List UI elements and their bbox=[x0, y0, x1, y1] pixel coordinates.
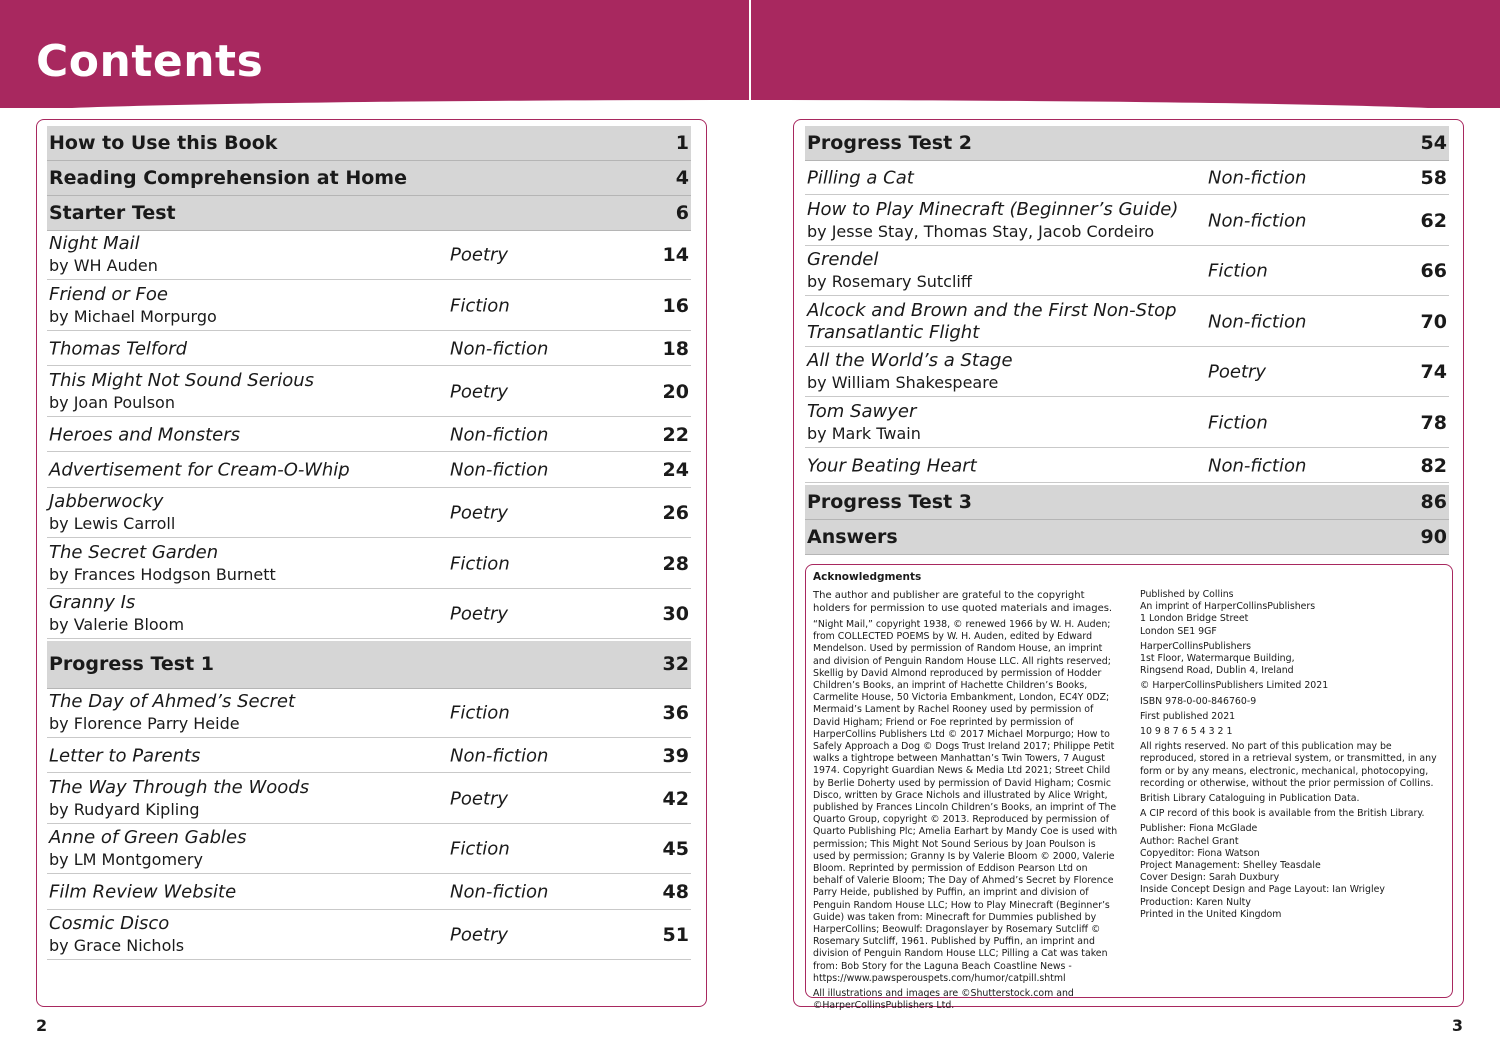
publisher-info-block bbox=[1140, 741, 1450, 790]
acknowledgments-credit-text: “Night Mail,” copyright 1938, © renewed 1966 by W. H. Auden; from COLLECTED POEMS by W. H. Auden, edited by Edward Mendelson. Used by permission of Random House, an imprint and division of Penguin Random House LLC. All rights reserved; Skellig by David Almond reproduced by permission of Hodder Children’s Books, an imprint of Hachette Children’s Books, Carmelite House, 50 Victoria Embankment, London, EC4Y 0DZ; Mermaid’s Lament by Rachel Rooney used by permission of David Higham; Friend or Foe reprinted by permission of HarperCollins Publishers Ltd © 2017 Michael Morpurgo; How to Safely Approach a Dog © Dogs Trust Ireland 2017; Philippe Petit walks a tightrope between Manhattan’s Twin Towers, 7 August 1974. Copyright Guardian News & Media Ltd 2021; Street Child by Berlie Doherty used by permission of David Higham; Cosmic Disco, written by Grace Nichols and illustrated by Alice Wright, published by Frances Lincoln Children’s Books, an imprint of The Quarto Group, copyright © 2013. Reproduced by permission of Quarto Publishing Plc; Amelia Earhart by Mandy Coe is used with permission; This Might Not Sound Serious by Joan Poulson is used by permission; Granny Is by Valerie Bloom © 2000, Valerie Bloom. Reprinted by permission of Eddison Pearson Ltd on behalf of Valerie Bloom; The Day of Ahmed’s Secret by Florence Parry Heide, published by Puffin, an imprint and division of Penguin Random House LLC; How to Play Minecraft (Beginner’s Guide) was taken from: Minecraft for Dummies published by HarperCollins; Beowulf: Dragonslayer by Rosemary Sutcliff © Rosemary Sutcliff, 1961. Published by Puffin, an imprint and division of Penguin Random House LLC; Pilling a Cat was taken from: Bob Story for the Laguna Beach Coastline News - https://www.pawsperouspets.com/humor/catpill.shtml bbox=[813, 619, 1118, 984]
entry-page-number: 14 bbox=[662, 244, 689, 266]
contents-row[interactable] bbox=[47, 911, 691, 960]
publisher-info-line: Printed in the United Kingdom bbox=[1140, 908, 1282, 920]
publisher-info-line: 1st Floor, Watermarque Building, bbox=[1140, 653, 1295, 665]
contents-row[interactable] bbox=[47, 489, 691, 538]
entry-genre: Non-fiction bbox=[1208, 210, 1307, 231]
contents-row[interactable] bbox=[47, 876, 691, 910]
entry-title: Answers bbox=[807, 525, 898, 548]
contents-row[interactable] bbox=[47, 775, 691, 824]
entry-genre: Fiction bbox=[450, 295, 510, 316]
entry-title: Tom Sawyer bbox=[807, 400, 917, 422]
entry-genre: Non-fiction bbox=[1208, 455, 1307, 476]
entry-page-number: 78 bbox=[1420, 411, 1447, 434]
entry-page-number: 70 bbox=[1420, 310, 1447, 333]
contents-row[interactable] bbox=[805, 485, 1449, 520]
entry-genre: Non-fiction bbox=[450, 424, 549, 445]
entry-genre: Poetry bbox=[1208, 361, 1267, 383]
entry-genre: Non-fiction bbox=[1208, 311, 1307, 332]
publisher-info-block bbox=[1140, 726, 1450, 738]
entry-page-number: 42 bbox=[662, 787, 689, 810]
entry-genre: Poetry bbox=[450, 603, 509, 625]
entry-title: Heroes and Monsters bbox=[49, 424, 241, 445]
contents-row[interactable] bbox=[47, 332, 691, 366]
entry-genre: Non-fiction bbox=[1208, 167, 1307, 188]
entry-author: by Michael Morpurgo bbox=[49, 306, 217, 326]
entry-author: by Rosemary Sutcliff bbox=[807, 272, 972, 291]
entry-page-number: 32 bbox=[662, 653, 689, 675]
entry-genre: Fiction bbox=[450, 553, 510, 574]
entry-title: The Day of Ahmed’s Secret bbox=[49, 690, 296, 712]
publisher-info-line: 10 9 8 7 6 5 4 3 2 1 bbox=[1140, 726, 1233, 738]
header-band-right bbox=[751, 0, 1500, 108]
publisher-info-block bbox=[1140, 680, 1450, 692]
acknowledgments-credits bbox=[813, 589, 1118, 1016]
publisher-info-line: Published by Collins bbox=[1140, 589, 1234, 600]
contents-row[interactable] bbox=[47, 641, 691, 689]
entry-title: Night Mail bbox=[49, 233, 140, 254]
contents-row[interactable] bbox=[47, 590, 691, 639]
entry-genre: Non-fiction bbox=[450, 459, 549, 481]
entry-genre: Fiction bbox=[1208, 260, 1268, 282]
entry-page-number: 54 bbox=[1420, 132, 1447, 154]
entry-page-number: 45 bbox=[662, 838, 689, 860]
publisher-info-line: Cover Design: Sarah Duxbury bbox=[1140, 872, 1280, 884]
publisher-info-line: An imprint of HarperCollinsPublishers bbox=[1140, 601, 1316, 613]
entry-page-number: 66 bbox=[1420, 260, 1447, 282]
entry-title: Friend or Foe bbox=[49, 283, 168, 305]
publisher-info-line: HarperCollinsPublishers bbox=[1140, 640, 1252, 652]
contents-row[interactable] bbox=[805, 399, 1449, 448]
entry-title: Progress Test 3 bbox=[807, 490, 972, 513]
entry-genre: Poetry bbox=[450, 502, 509, 524]
entry-genre: Poetry bbox=[450, 924, 509, 946]
entry-author: by Frances Hodgson Burnett bbox=[49, 564, 276, 584]
entry-page-number: 39 bbox=[662, 744, 689, 767]
entry-author: by WH Auden bbox=[49, 256, 158, 275]
publisher-info-line: © HarperCollinsPublishers Limited 2021 bbox=[1140, 680, 1329, 692]
entry-page-number: 24 bbox=[662, 459, 689, 481]
publisher-info-line: ISBN 978-0-00-846760-9 bbox=[1140, 695, 1257, 707]
entry-author: by William Shakespeare bbox=[807, 373, 999, 392]
contents-row[interactable] bbox=[47, 825, 691, 874]
entry-page-number: 30 bbox=[662, 603, 689, 625]
contents-list-left bbox=[47, 126, 691, 962]
contents-row[interactable] bbox=[805, 520, 1449, 555]
entry-page-number: 86 bbox=[1420, 490, 1447, 513]
entry-page-number: 4 bbox=[675, 167, 689, 189]
entry-page-number: 51 bbox=[662, 924, 689, 946]
contents-list-right bbox=[805, 126, 1449, 555]
entry-page-number: 36 bbox=[662, 701, 689, 724]
entry-page-number: 16 bbox=[662, 294, 689, 317]
page-number-right: 3 bbox=[1451, 1016, 1463, 1035]
contents-row[interactable] bbox=[805, 126, 1449, 161]
contents-row[interactable] bbox=[47, 231, 691, 280]
entry-genre: Poetry bbox=[450, 381, 509, 402]
contents-row[interactable] bbox=[47, 689, 691, 738]
acknowledgments-illustrations: All illustrations and images are ©Shutterstock.com and ©HarperCollinsPublishers Ltd. bbox=[813, 988, 1074, 1012]
contents-row[interactable] bbox=[805, 449, 1449, 483]
entry-title: Your Beating Heart bbox=[807, 455, 977, 476]
publisher-info-line: Publisher: Fiona McGlade bbox=[1140, 823, 1258, 835]
entry-title-continued: Transatlantic Flight bbox=[807, 321, 980, 343]
publisher-info bbox=[1140, 589, 1450, 924]
entry-author: by LM Montgomery bbox=[49, 850, 203, 869]
publisher-info-line: Ringsend Road, Dublin 4, Ireland bbox=[1140, 665, 1294, 677]
entry-genre: Non-fiction bbox=[450, 338, 549, 359]
entry-page-number: 62 bbox=[1420, 209, 1447, 232]
contents-row[interactable] bbox=[805, 348, 1449, 397]
publisher-info-line: Production: Karen Nulty bbox=[1140, 896, 1251, 908]
entry-page-number: 74 bbox=[1420, 361, 1447, 383]
entry-page-number: 82 bbox=[1420, 454, 1447, 477]
entry-title: Thomas Telford bbox=[49, 338, 188, 359]
contents-row[interactable] bbox=[47, 368, 691, 417]
entry-title: Pilling a Cat bbox=[807, 167, 914, 188]
entry-title: Progress Test 1 bbox=[49, 653, 214, 675]
publisher-info-line: 1 London Bridge Street bbox=[1140, 613, 1249, 625]
contents-row[interactable] bbox=[47, 196, 691, 231]
acknowledgments-box bbox=[805, 564, 1453, 1012]
entry-title: Progress Test 2 bbox=[807, 132, 972, 154]
entry-page-number: 20 bbox=[662, 380, 689, 403]
page-number-left: 2 bbox=[36, 1016, 48, 1035]
entry-genre: Non-fiction bbox=[450, 881, 549, 903]
entry-genre: Fiction bbox=[450, 838, 510, 860]
entry-page-number: 58 bbox=[1420, 166, 1447, 189]
page-title: Contents bbox=[36, 36, 264, 87]
entry-title: Cosmic Disco bbox=[49, 913, 170, 934]
entry-author: by Rudyard Kipling bbox=[49, 799, 200, 819]
contents-row[interactable] bbox=[47, 161, 691, 196]
contents-row[interactable] bbox=[805, 298, 1449, 347]
entry-title: Reading Comprehension at Home bbox=[49, 167, 407, 189]
contents-row[interactable] bbox=[47, 418, 691, 452]
contents-row[interactable] bbox=[47, 454, 691, 488]
publisher-info-line: First published 2021 bbox=[1140, 710, 1236, 722]
publisher-info-line: British Library Cataloguing in Publication Data. bbox=[1140, 793, 1360, 805]
publisher-info-line: A CIP record of this book is available from the British Library. bbox=[1140, 808, 1425, 820]
contents-row[interactable] bbox=[47, 282, 691, 331]
entry-title: The Secret Garden bbox=[49, 541, 219, 563]
publisher-info-block bbox=[1140, 589, 1450, 638]
entry-author: by Grace Nichols bbox=[49, 936, 185, 955]
publisher-info-block bbox=[1140, 808, 1450, 820]
entry-title: Grendel bbox=[807, 249, 879, 270]
entry-title: This Might Not Sound Serious bbox=[49, 369, 315, 391]
publisher-info-block bbox=[1140, 793, 1450, 805]
entry-title: Film Review Website bbox=[49, 881, 237, 903]
entry-title: Starter Test bbox=[49, 202, 176, 224]
entry-author: by Valerie Bloom bbox=[49, 615, 185, 634]
entry-genre: Fiction bbox=[450, 702, 510, 723]
publisher-info-block bbox=[1140, 711, 1450, 723]
entry-title: Letter to Parents bbox=[49, 745, 201, 766]
entry-page-number: 48 bbox=[662, 881, 689, 903]
contents-row[interactable] bbox=[805, 161, 1449, 195]
publisher-info-line: Author: Rachel Grant bbox=[1140, 835, 1239, 847]
contents-row[interactable] bbox=[47, 739, 691, 773]
entry-page-number: 28 bbox=[662, 552, 689, 575]
entry-genre: Poetry bbox=[450, 244, 509, 266]
entry-page-number: 26 bbox=[662, 502, 689, 524]
contents-row[interactable] bbox=[47, 540, 691, 589]
publisher-info-block bbox=[1140, 696, 1450, 708]
entry-page-number: 18 bbox=[662, 337, 689, 360]
publisher-info-line: London SE1 9GF bbox=[1140, 625, 1217, 637]
entry-title: Anne of Green Gables bbox=[49, 827, 247, 848]
entry-author: by Mark Twain bbox=[807, 423, 921, 443]
entry-page-number: 90 bbox=[1420, 525, 1447, 548]
contents-row[interactable] bbox=[47, 126, 691, 161]
publisher-info-line: Inside Concept Design and Page Layout: Ian Wrigley bbox=[1140, 884, 1385, 896]
contents-row[interactable] bbox=[805, 197, 1449, 246]
entry-genre: Fiction bbox=[1208, 412, 1268, 433]
entry-author: by Jesse Stay, Thomas Stay, Jacob Cordeiro bbox=[807, 221, 1155, 241]
entry-genre: Poetry bbox=[450, 788, 509, 809]
entry-title: How to Play Minecraft (Beginner’s Guide) bbox=[807, 198, 1179, 220]
entry-title: The Way Through the Woods bbox=[49, 776, 310, 798]
contents-row[interactable] bbox=[805, 247, 1449, 296]
entry-title: Granny Is bbox=[49, 592, 136, 613]
entry-author: by Florence Parry Heide bbox=[49, 713, 240, 733]
entry-title: Jabberwocky bbox=[49, 491, 164, 512]
entry-title: How to Use this Book bbox=[49, 132, 278, 154]
entry-page-number: 1 bbox=[675, 132, 689, 154]
entry-author: by Lewis Carroll bbox=[49, 514, 176, 533]
entry-author: by Joan Poulson bbox=[49, 392, 175, 412]
entry-title: All the World’s a Stage bbox=[807, 350, 1013, 371]
entry-page-number: 6 bbox=[675, 202, 689, 224]
entry-title: Advertisement for Cream-O-Whip bbox=[49, 459, 350, 481]
entry-genre: Non-fiction bbox=[450, 745, 549, 766]
publisher-info-line: Project Management: Shelley Teasdale bbox=[1140, 860, 1321, 872]
publisher-info-block bbox=[1140, 823, 1450, 921]
entry-page-number: 22 bbox=[662, 423, 689, 446]
publisher-info-line: Copyeditor: Fiona Watson bbox=[1140, 847, 1260, 859]
entry-title: Alcock and Brown and the First Non-Stop bbox=[807, 299, 1177, 321]
acknowledgments-heading: Acknowledgments bbox=[813, 571, 922, 583]
acknowledgments-intro: The author and publisher are grateful to the copyright holders for permission to use quoted materials and images. bbox=[813, 590, 1113, 614]
publisher-info-block bbox=[1140, 641, 1450, 678]
publisher-info-line: All rights reserved. No part of this publication may be reproduced, stored in a retrieval system, or transmitted, in any form or by any means, electronic, mechanical, photocopying, recording or otherwise, without the prior permission of Collins. bbox=[1140, 741, 1437, 789]
